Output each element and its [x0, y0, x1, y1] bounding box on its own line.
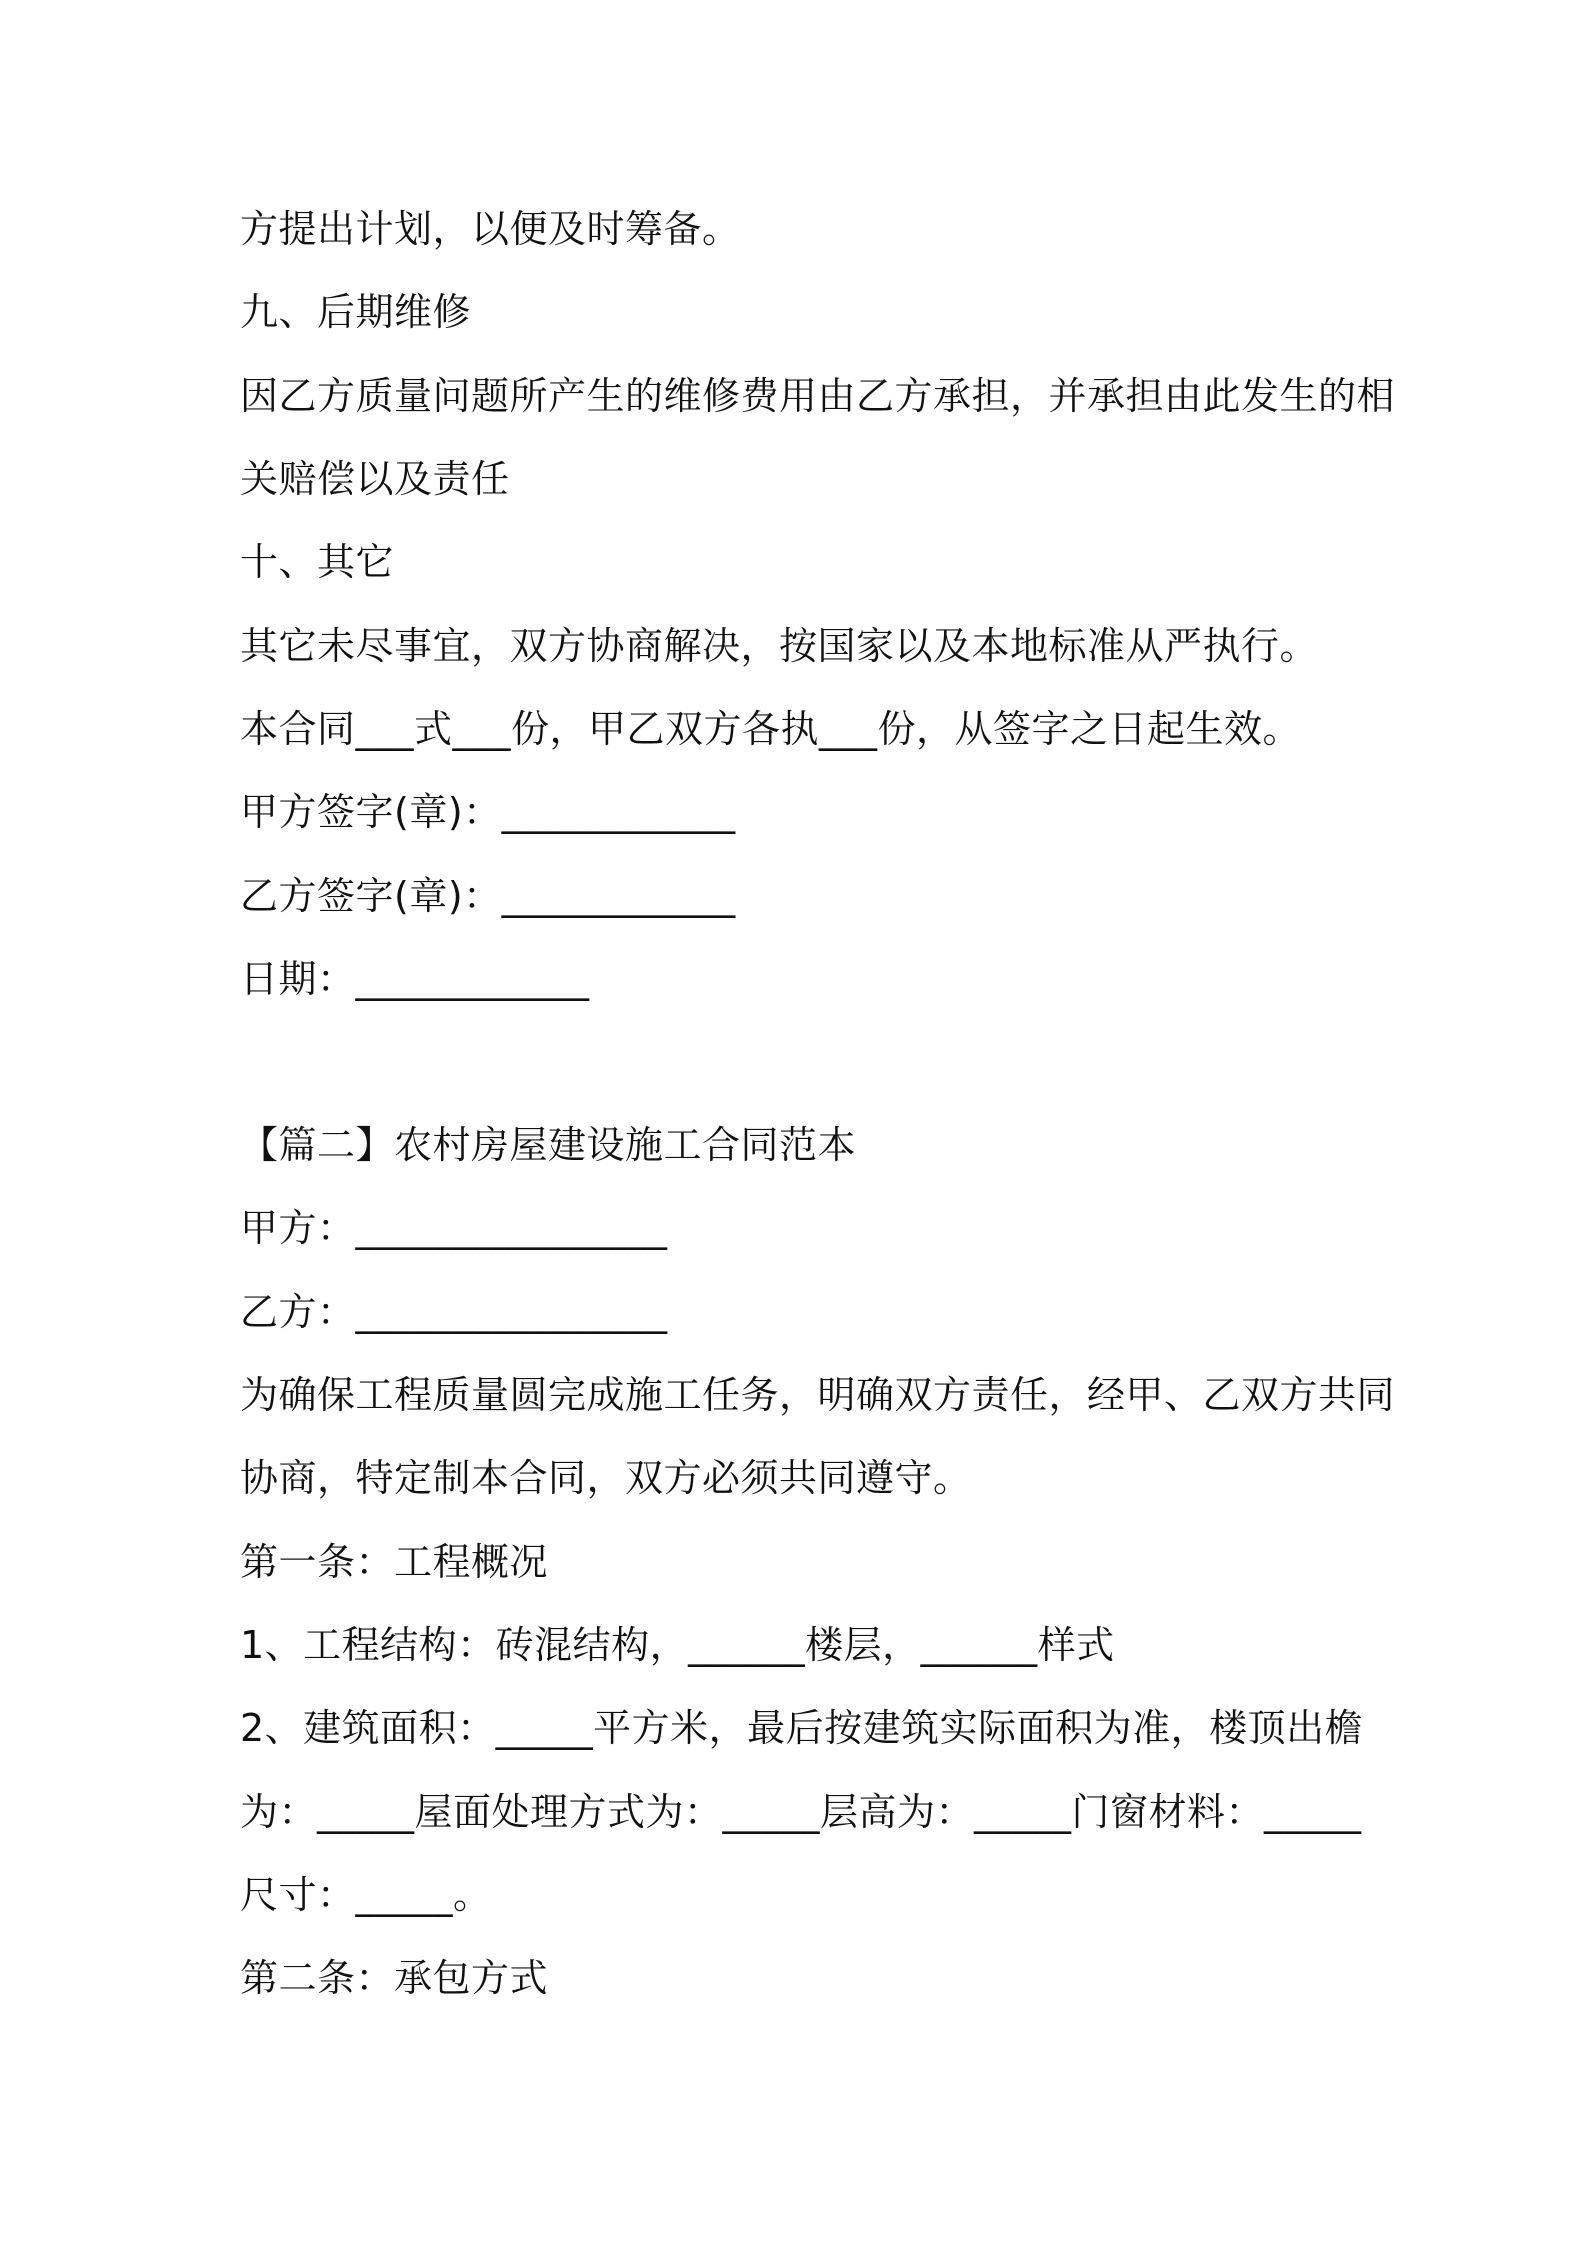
text-line: 本合同___式___份，甲乙双方各执___份，从签字之日起生效。	[240, 707, 1302, 751]
document-title: 【篇二】农村房屋建设施工合同范本	[240, 1123, 857, 1167]
text-line: 1、工程结构：砖混结构，______楼层，______样式	[240, 1623, 1115, 1667]
section-heading: 第一条：工程概况	[240, 1540, 549, 1584]
text-line: 因乙方质量问题所产生的维修费用由乙方承担，并承担由此发生的相	[240, 374, 1396, 418]
party-line: 甲方：________________	[240, 1206, 668, 1250]
text-line: 方提出计划，以便及时筹备。	[240, 207, 741, 251]
text-line: 2、建筑面积：_____平方米，最后按建筑实际面积为准，楼顶出檐	[240, 1706, 1364, 1750]
text-line: 尺寸：_____。	[240, 1873, 492, 1917]
signature-line: 甲方签字(章)：____________	[240, 790, 736, 834]
text-line: 为确保工程质量圆完成施工任务，明确双方责任，经甲、乙双方共同	[240, 1373, 1396, 1417]
text-line: 其它未尽事宜，双方协商解决，按国家以及本地标准从严执行。	[240, 624, 1319, 668]
section-heading: 九、后期维修	[240, 290, 472, 334]
section-heading: 第二条：承包方式	[240, 1956, 549, 2000]
party-line: 乙方：________________	[240, 1290, 668, 1334]
section-heading: 十、其它	[240, 540, 395, 584]
text-line: 为：_____屋面处理方式为：_____层高为：_____门窗材料：_____	[240, 1790, 1362, 1834]
text-line: 关赔偿以及责任	[240, 457, 510, 501]
signature-line: 乙方签字(章)：____________	[240, 874, 736, 918]
date-line: 日期：____________	[240, 957, 590, 1001]
text-line: 协商，特定制本合同，双方必须共同遵守。	[240, 1456, 972, 1500]
